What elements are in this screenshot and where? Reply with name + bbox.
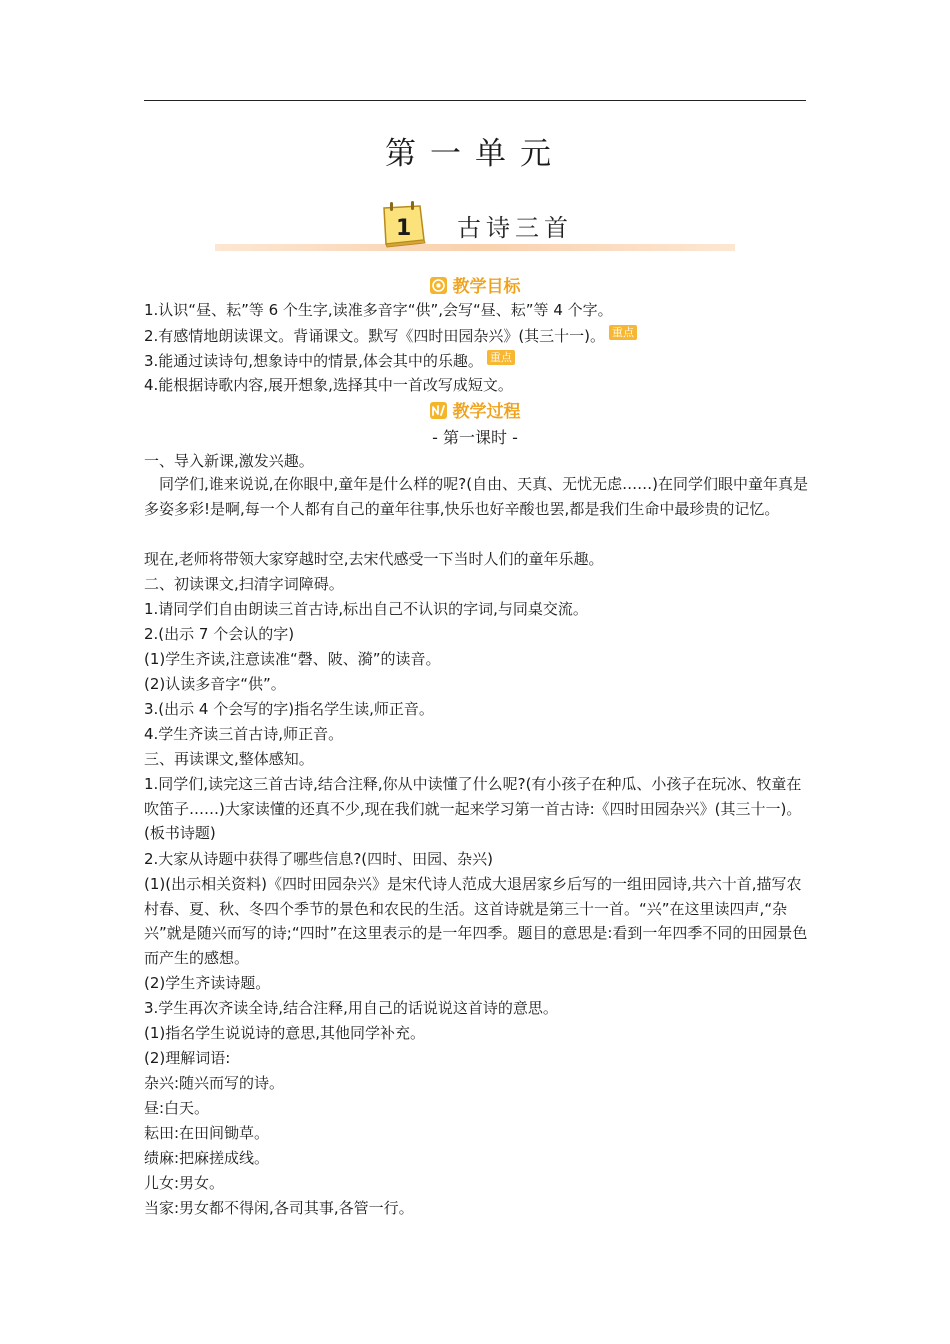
process-heading bbox=[0, 397, 950, 422]
top-rule bbox=[144, 100, 806, 101]
list-item: 2.(出示 7 个会认的字) bbox=[144, 625, 295, 643]
section-title: 一、导入新课,激发兴趣。 bbox=[144, 452, 314, 470]
key-point-badge: 重点 bbox=[609, 325, 637, 340]
paragraph: (1)(出示相关资料)《四时田园杂兴》是宋代诗人范成大退居家乡后写的一组田园诗,共六十首,描写农村春、夏、秋、冬四个季节的景色和农民的生活。这首诗就是第三十一首。“兴”在这里读四声,“杂兴”就是随兴而写的诗;“四时”在这里表示的是一年四季。题目的意思是:看到一年四季不同的田园景色而产生的感想。 bbox=[144, 875, 808, 967]
goal-text: 2.有感情地朗读课文。背诵课文。默写《四时田园杂兴》(其三十一)。 bbox=[144, 327, 606, 345]
process-icon bbox=[430, 402, 447, 419]
goal-item bbox=[144, 350, 515, 371]
definition: 绩麻:把麻搓成线。 bbox=[144, 1149, 270, 1167]
calendar-icon bbox=[378, 200, 428, 248]
goal-item bbox=[144, 375, 513, 395]
list-item: (2)认读多音字“供”。 bbox=[144, 675, 286, 693]
lesson-time: - 第一课时 - bbox=[432, 428, 518, 447]
goal-item bbox=[144, 325, 637, 346]
lesson-title-band bbox=[215, 244, 735, 251]
goal-text: 3.能通过读诗句,想象诗中的情景,体会其中的乐趣。 bbox=[144, 352, 483, 370]
target-icon bbox=[430, 277, 447, 294]
list-item: 3.学生再次齐读全诗,结合注释,用自己的话说说这首诗的意思。 bbox=[144, 999, 558, 1017]
paragraph: 现在,老师将带领大家穿越时空,去宋代感受一下当时人们的童年乐趣。 bbox=[144, 550, 604, 568]
list-item: (1)学生齐读,注意读准“磬、陂、漪”的读音。 bbox=[144, 650, 441, 668]
list-item: 3.(出示 4 个会写的字)指名学生读,师正音。 bbox=[144, 700, 434, 718]
list-item: 2.大家从诗题中获得了哪些信息?(四时、田园、杂兴) bbox=[144, 850, 493, 868]
definition: 耘田:在田间锄草。 bbox=[144, 1124, 270, 1142]
goal-item bbox=[144, 300, 613, 320]
definition: 昼:白天。 bbox=[144, 1099, 210, 1117]
lesson-number: 1 bbox=[396, 216, 412, 241]
definition: 当家:男女都不得闲,各司其事,各管一行。 bbox=[144, 1199, 414, 1217]
paragraph: 同学们,谁来说说,在你眼中,童年是什么样的呢?(自由、天真、无忧无虑……)在同学们眼中童年真是多姿多彩!是啊,每一个人都有自己的童年往事,快乐也好辛酸也罢,都是我们生命中最珍贵的记忆。 bbox=[144, 475, 808, 518]
list-item: (2)学生齐读诗题。 bbox=[144, 974, 271, 992]
goals-heading bbox=[0, 272, 950, 297]
list-item: (2)理解词语: bbox=[144, 1049, 231, 1067]
section-title: 三、再读课文,整体感知。 bbox=[144, 750, 314, 768]
definition: 杂兴:随兴而写的诗。 bbox=[144, 1074, 285, 1092]
list-item: 1.请同学们自由朗读三首古诗,标出自己不认识的字词,与同桌交流。 bbox=[144, 600, 588, 618]
paragraph: 1.同学们,读完这三首古诗,结合注释,你从中读懂了什么呢?(有小孩子在种瓜、小孩子在玩冰、牧童在吹笛子……)大家读懂的还真不少,现在我们就一起来学习第一首古诗:《四时田园杂兴》(其三十一)。(板书诗题) bbox=[144, 775, 802, 843]
unit-title: 第一单元 bbox=[385, 136, 565, 172]
section-title: 二、初读课文,扫清字词障碍。 bbox=[144, 575, 344, 593]
list-item: 4.学生齐读三首古诗,师正音。 bbox=[144, 725, 344, 743]
goal-text: 1.认识“昼、耘”等 6 个生字,读准多音字“供”,会写“昼、耘”等 4 个字。 bbox=[144, 301, 613, 319]
key-point-badge: 重点 bbox=[487, 350, 515, 365]
process-heading-text: 教学过程 bbox=[452, 402, 521, 422]
definition: 儿女:男女。 bbox=[144, 1174, 225, 1192]
list-item: (1)指名学生说说诗的意思,其他同学补充。 bbox=[144, 1024, 426, 1042]
lesson-header bbox=[215, 196, 735, 256]
lesson-title: 古诗三首 bbox=[457, 214, 573, 242]
goal-text: 4.能根据诗歌内容,展开想象,选择其中一首改写成短文。 bbox=[144, 376, 513, 394]
goals-heading-text: 教学目标 bbox=[452, 277, 521, 297]
